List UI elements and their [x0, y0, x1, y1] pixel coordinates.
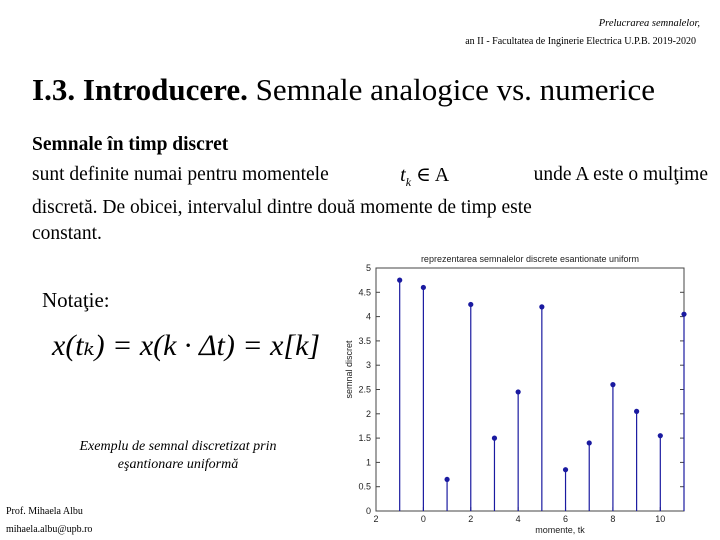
y-tick-label: 0.5 [358, 481, 371, 492]
title-bold: I.3. Introducere. [32, 72, 248, 107]
x-tick-label: 2 [373, 514, 379, 524]
y-tick-label: 1 [365, 457, 371, 468]
stem-point [681, 312, 686, 317]
x-tick-label: 0 [420, 514, 426, 524]
x-tick-label: 6 [563, 514, 569, 524]
title-rest: Semnale analogice vs. numerice [255, 72, 656, 107]
stem-point [492, 436, 497, 441]
faculty-header: an II - Facultatea de Inginerie Electrica U.P.B. 2019-2020 [465, 36, 696, 47]
stem-point [634, 409, 639, 414]
stem-point [587, 440, 592, 445]
notation-formula: x(tₖ) = x(k · Δt) = x[k] [52, 329, 321, 362]
paragraph-line-3: constant. [32, 223, 102, 244]
y-tick-label: 2 [365, 408, 371, 419]
y-axis-label: semnal discret [344, 340, 354, 399]
stem-point [610, 382, 615, 387]
section-heading: Semnale în timp discret [32, 134, 229, 155]
y-tick-label: 3.5 [358, 335, 371, 346]
x-tick-label: 10 [655, 514, 666, 524]
y-tick-label: 4 [365, 311, 371, 322]
y-tick-label: 2.5 [358, 384, 371, 395]
stem-point [444, 477, 449, 482]
stem-point [468, 302, 473, 307]
line1-end: unde A este o mulţime [533, 164, 708, 185]
y-tick-label: 1.5 [358, 433, 371, 444]
paragraph-line-2: discretă. De obicei, intervalul dintre două momente de timp este [32, 197, 532, 218]
stem-point [658, 433, 663, 438]
x-axis-label: momente, tk [535, 525, 585, 535]
stem-point [397, 278, 402, 283]
x-tick-label: 2 [468, 514, 474, 524]
stem-point [516, 389, 521, 394]
chart-title: reprezentarea semnalelor discrete esantionate uniform [420, 254, 640, 264]
y-tick-label: 0 [365, 506, 371, 516]
footer-author: Prof. Mihaela Albu [6, 506, 83, 517]
plot-frame [376, 268, 684, 511]
chart-caption: Exemplu de semnal discretizat prin eşantionare uniformă [79, 439, 277, 472]
x-tick-label: 4 [515, 514, 521, 524]
notation-label: Notaţie: [42, 288, 110, 312]
y-tick-label: 4.5 [358, 287, 371, 298]
stem-point [421, 285, 426, 290]
inline-formula: $t_k$ ∈ A [400, 164, 450, 189]
stem-point [563, 467, 568, 472]
course-header: Prelucrarea semnalelor, [598, 18, 700, 29]
footer-email: mihaela.albu@upb.ro [6, 524, 93, 535]
x-tick-label: 8 [610, 514, 616, 524]
y-tick-label: 5 [365, 263, 371, 273]
y-tick-label: 3 [365, 360, 371, 371]
line1-start: sunt definite numai pentru momentele [32, 164, 329, 185]
stem-point [539, 304, 544, 309]
